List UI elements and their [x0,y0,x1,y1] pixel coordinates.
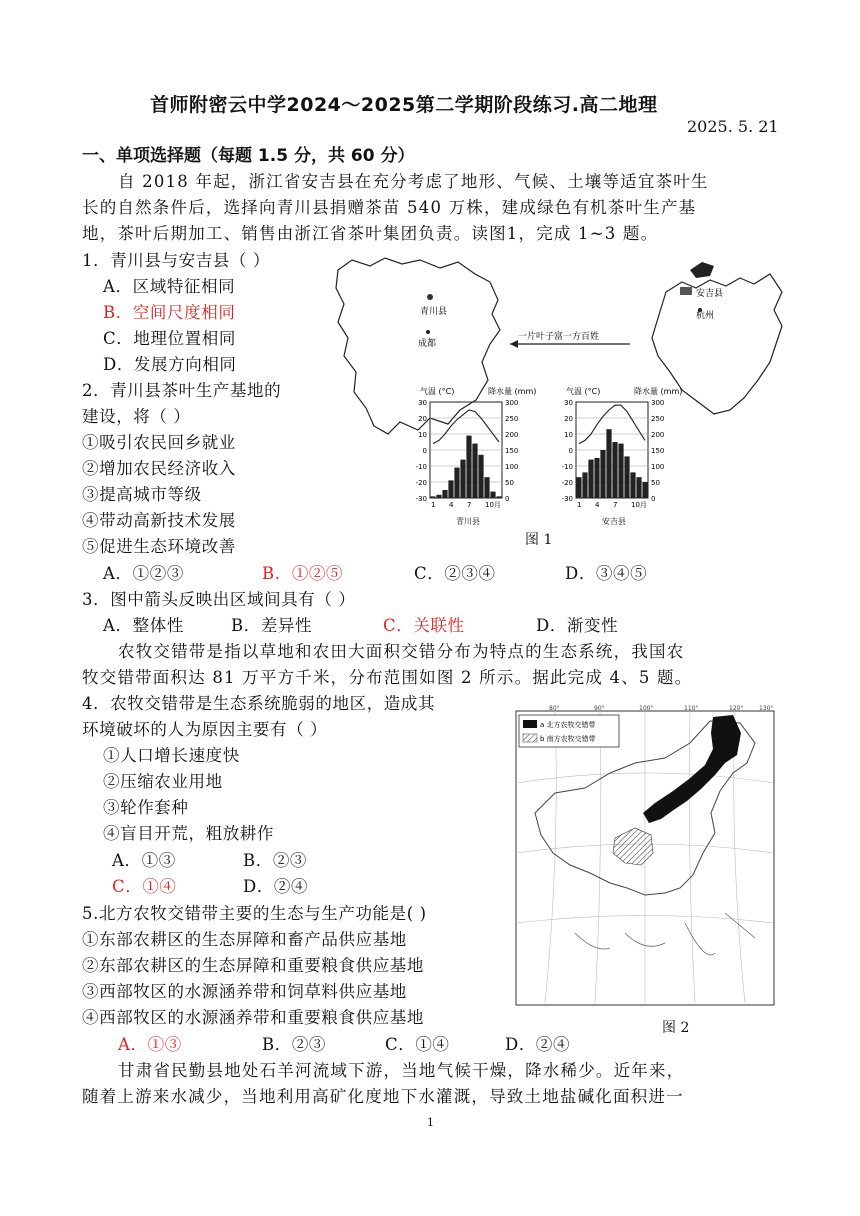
qingchuan-marker [427,294,433,300]
month-tick: 4 [449,501,454,509]
statement-item: ①吸引农民回乡就业 [82,433,236,452]
legend-swatch-south [523,734,537,742]
statement-item: ④带动高新技术发展 [82,511,236,530]
taihu-lake-shape [690,262,714,278]
longitude-tick: 100° [639,705,654,712]
chart-grid [430,418,502,482]
statement-item: ④西部牧区的水源涵养带和重要粮食供应基地 [82,1008,424,1027]
temp-tick: -30 [561,495,573,503]
chengdu-marker [426,330,430,334]
precip-bar [436,495,441,498]
climate-chart-qingchuan [416,386,537,526]
statement-item: ①人口增长速度快 [103,746,240,765]
chart-name: 安吉县 [602,517,626,526]
option-a: A．①②③ [103,564,184,583]
longitude-tick: 80° [549,705,560,712]
option-c-answer: C．关联性 [383,616,465,635]
option-d: D．③④⑤ [565,564,648,583]
map-label-anji: 安吉县 [696,289,724,299]
precip-bar [460,460,465,498]
precip-tick: 300 [651,399,665,407]
page-number: 1 [427,1116,434,1129]
longitude-tick: 110° [684,705,699,712]
option-a-answer: A．①③ [118,1035,182,1054]
option-c: C．②③④ [414,564,496,583]
question-stem: 2．青川县茶叶生产基地的 [82,381,282,400]
month-tick: 4 [595,501,600,509]
statement-item: ⑤促进生态环境改善 [82,537,236,556]
precip-tick: 200 [505,431,519,439]
longitude-tick: 120° [729,705,744,712]
month-tick: 1 [431,501,436,509]
option-a: A．整体性 [103,616,184,635]
map-label-hangzhou: 杭州 [696,311,715,321]
month-tick: 7 [613,501,618,509]
option-c: C．①④ [385,1035,450,1054]
passage-line: 牧交错带面积达 81 万平方千米，分布范围如图 2 所示。据此完成 4、5 题。 [82,668,693,687]
exam-date: 2025. 5. 21 [687,117,779,136]
figure-1-caption: 图 1 [525,532,553,548]
temperature-curve [579,405,645,443]
precip-bar [582,472,587,498]
temperature-curve [433,410,499,444]
option-b: B．差异性 [231,616,313,635]
option-b-answer: B．①②⑤ [262,564,344,583]
precip-bar [472,444,477,498]
precip-bar [448,480,453,498]
longitude-tick: 90° [594,705,605,712]
precip-bar [466,436,471,498]
map-label-chengdu: 成都 [418,339,437,349]
map-label-qingchuan: 青川县 [420,307,448,317]
figure-2-map [515,703,777,1008]
precip-bar [576,477,581,498]
statement-item: ③提高城市等级 [82,485,202,504]
legend-swatch-north [523,720,537,728]
question-stem: 3．图中箭头反映出区域间具有（ ） [82,590,356,609]
temp-tick: -10 [415,463,427,471]
question-stem: 建设，将（ ） [82,407,191,426]
temp-tick: -30 [415,495,427,503]
statement-item: ②压缩农业用地 [103,772,223,791]
precip-tick: 50 [505,479,514,487]
passage-line: 自 2018 年起，浙江省安吉县在充分考虑了地形、气候、土壤等适宜茶叶生 [118,172,709,191]
precip-axis-label: 降水量 (mm) [488,387,537,396]
precip-bar [600,450,605,498]
question-stem: 4．农牧交错带是生态系统脆弱的地区，造成其 [82,694,436,713]
month-tick: 10月 [631,501,647,509]
precip-tick: 100 [651,463,665,471]
section-heading: 一、单项选择题（每题 1.5 分，共 60 分） [82,146,415,166]
temp-tick: -20 [415,479,427,487]
temp-tick: 30 [564,399,573,407]
passage-line: 长的自然条件后，选择向青川县捐赠茶苗 540 万株，建成绿色有机茶叶生产基 [82,198,697,217]
anji-marker [680,287,692,295]
question-stem: 1．青川县与安吉县（ ） [82,251,270,270]
precip-bar [490,492,495,498]
temp-tick: 10 [418,431,427,439]
month-tick: 10月 [485,501,501,509]
precip-bar [618,444,623,498]
precip-axis-label: 降水量 (mm) [634,387,683,396]
temp-axis-label: 气温 (°C) [420,387,455,396]
statement-item: ④盲目开荒，粗放耕作 [103,824,274,843]
precip-bar [496,496,501,498]
temp-tick: 10 [564,431,573,439]
precip-bar [612,442,617,498]
longitude-tick: 130° [759,705,774,712]
climate-chart-anji [562,386,683,526]
precip-bar [454,468,459,498]
precip-tick: 250 [505,415,519,423]
statement-item: ②东部农耕区的生态屏障和重要粮食供应基地 [82,956,424,975]
precip-bar [606,429,611,498]
option-b-answer: B．空间尺度相同 [103,303,236,322]
precip-bar [442,490,447,498]
precip-bar [642,482,647,498]
option-d: D．②④ [243,877,309,896]
option-a: A．区域特征相同 [103,277,236,296]
precip-tick: 100 [505,463,519,471]
precip-tick: 250 [651,415,665,423]
precip-bar [624,456,629,498]
page-title: 首师附密云中学2024～2025第二学期阶段练习.高二地理 [150,94,658,116]
statement-item: ③西部牧区的水源涵养带和饲草料供应基地 [82,982,407,1001]
passage-line: 随着上游来水减少，当地利用高矿化度地下水灌溉，导致土地盐碱化面积进一 [82,1087,684,1106]
option-d: D．渐变性 [536,616,619,635]
flow-arrow-head [510,340,518,348]
precip-bar [484,477,489,498]
passage-line: 甘肃省民勤县地处石羊河流域下游，当地气候干燥，降水稀少。近年来， [118,1061,685,1080]
precip-tick: 0 [505,495,510,503]
statement-item: ②增加农民经济收入 [82,459,236,478]
arrow-caption: 一片叶子富一方百姓 [518,332,600,342]
precip-bar [630,472,635,498]
temp-tick: 0 [568,447,573,455]
temp-tick: 20 [418,415,427,423]
passage-line: 地，茶叶后期加工、销售由浙江省茶叶集团负责。读图1，完成 1~3 题。 [82,224,659,243]
precip-bar [588,460,593,498]
precip-tick: 150 [651,447,665,455]
temp-tick: -20 [561,479,573,487]
option-a: A．①③ [112,851,176,870]
option-c-answer: C．①④ [112,877,177,896]
temp-axis-label: 气温 (°C) [566,387,601,396]
question-stem: 环境破坏的人为原因主要有（ ） [82,720,328,739]
statement-item: ①东部农耕区的生态屏障和畜产品供应基地 [82,930,407,949]
figure-2-caption: 图 2 [662,1020,690,1036]
temp-tick: -10 [561,463,573,471]
temp-tick: 30 [418,399,427,407]
temp-tick: 0 [422,447,427,455]
legend-south: b 南方农牧交错带 [540,735,596,743]
statement-item: ③轮作套种 [103,798,189,817]
month-tick: 7 [467,501,472,509]
legend-north: a 北方农牧交错带 [540,721,596,729]
precip-bar [478,455,483,498]
option-b: B．②③ [262,1035,327,1054]
precip-bar [430,496,435,498]
passage-line: 农牧交错带是指以草地和农田大面积交错分布为特点的生态系统，我国农 [118,642,685,661]
precip-tick: 50 [651,479,660,487]
option-c: C．地理位置相同 [103,329,236,348]
figure-1 [330,252,785,550]
option-b: B．②③ [243,851,308,870]
option-d: D．②④ [505,1035,571,1054]
option-d: D．发展方向相同 [103,355,237,374]
precip-tick: 0 [651,495,656,503]
precip-tick: 200 [651,431,665,439]
question-stem: 5.北方农牧交错带主要的生态与生产功能是( ) [82,904,427,923]
precip-tick: 300 [505,399,519,407]
temp-tick: 20 [564,415,573,423]
precip-bar [594,458,599,498]
month-tick: 1 [577,501,582,509]
precip-tick: 150 [505,447,519,455]
chart-name: 青川县 [456,517,480,526]
precip-bar [636,477,641,498]
